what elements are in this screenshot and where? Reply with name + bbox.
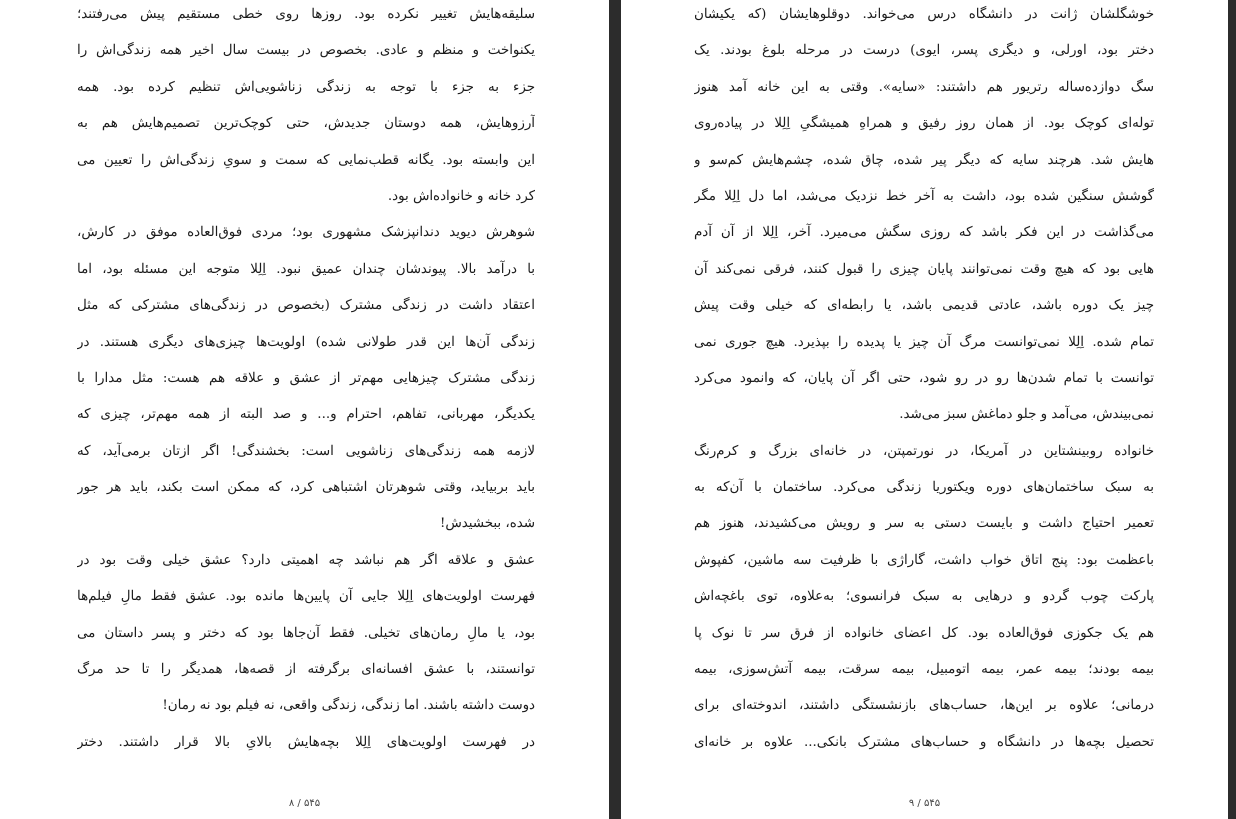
text-line: یکنواخت و منظم و عادی. بخصوص در بیست سال اخیر همه زندگی‌اش را — [77, 43, 535, 59]
text-line: هم یک جکوزی فوق‌العاده بود. کل اعضای خانواده از فرق سر تا نوک پا — [694, 625, 1154, 641]
left-page-number: ۵۴۵ / ۸ — [288, 798, 321, 809]
text-line: تعمیر احتیاج داشت و بایست دستی به سر و رویش می‌کشیدند، هنوز هم — [694, 516, 1154, 532]
text-line: دوست داشته باشند. اما زندگی، زندگی واقعی، نه فیلم بود نه رمان! — [162, 698, 535, 714]
text-line: عشق و علاقه اگر هم نباشد چه اهمیتی دارد؟ عشق خیلی وقت بود در — [77, 552, 535, 568]
right-page-number: ۵۴۵ / ۹ — [908, 798, 941, 809]
text-line: توانستند، با عشق افسانه‌ای برگرفته از قصه‌ها، همدیگر را تا حد مرگ — [77, 662, 535, 678]
text-line: می‌گذاشت در این فکر باشد که روزی سگش می‌میرد. آخر، اِلِلا از آن آدم — [694, 225, 1154, 241]
text-line: پارکت چوب گردو و درهایی به سبک فرانسوی؛ به‌علاوه، توی باغچه‌اش — [694, 589, 1154, 605]
right-page — [621, 0, 1228, 819]
text-line: باعظمت بود: پنج اتاق خواب داشت، گاراژی با ظرفیت سه ماشین، کفپوش — [694, 552, 1154, 568]
text-line: جزء به جزء با توجه به زندگی زناشویی‌اش تنظیم کرده بود. همه — [77, 79, 535, 95]
text-line: شده، ببخشیدش! — [440, 516, 535, 532]
text-line: آرزوهایش، همه دوستان جدیدش، حتی کوچک‌ترین تصمیم‌هایش هم به — [77, 116, 535, 132]
right-page-text — [694, 0, 1154, 761]
text-line: هایش شد. هرچند سایه که دیگر پیر شده، چاق شده، چشم‌هایش کم‌سو و — [694, 152, 1154, 168]
text-line: توله‌ای کوچک بود. از همان روز رفیق و همراهِ همیشگیِ اِلِلا در پیاده‌روی — [694, 116, 1154, 132]
text-line: بیمه بودند؛ بیمه عمر، بیمه اتومبیل، بیمه سرقت، بیمه آتش‌سوزی، بیمه — [694, 662, 1154, 678]
text-line: تمام شده. اِلِلا نمی‌توانست مرگ آن چیز یا پدیده را بپذیرد. هیچ جوری نمی — [694, 334, 1154, 350]
text-line: اعتقاد داشت در زندگی مشترک (بخصوص در زندگی‌های مشترکی که مثل — [77, 298, 535, 314]
text-line: گوشش سنگین شده بود، داشت به آخر خط نزدیک می‌شد، اما دل اِلِلا مگر — [694, 188, 1154, 204]
left-page-text — [77, 0, 535, 761]
text-line: زندگی آن‌ها این قدر طولانی شده) اولویت‌ها چیزی‌های دیگری هستند. در — [77, 334, 535, 350]
text-line: بود، یا مالِ رمان‌های تخیلی. فقط آن‌جاها بود که دختر و پسر داستان می — [77, 625, 535, 641]
text-line: با درآمد بالا. پیوندشان چندان عمیق نبود. اِلِلا متوجه این مسئله بود، اما — [77, 261, 535, 277]
text-line: سگ دوازده‌ساله رتریور هم داشتند: «سایه». وقتی به این خانه آمد هنوز — [694, 79, 1154, 95]
text-line: چیز یک دوره باشد، عادتی قدیمی باشد، یا رابطه‌ای که خیلی وقت پیش — [694, 298, 1154, 314]
text-line: به سبک ساختمان‌های دوره ویکتوریا زندگی می‌کرد. ساختمان با آن‌که به — [694, 480, 1154, 496]
text-line: این وابسته بود. یگانه قطب‌نمایی که سمت و سویِ زندگی‌اش را تعیین می — [77, 152, 535, 168]
text-line: یکدیگر، مهربانی، تفاهم، احترام و... و صد البته از همه مهم‌تر، چیزی که — [77, 407, 535, 423]
text-line: شوهرش دیوید دندانپزشک مشهوری بود؛ مردی فوق‌العاده موفق در کارش، — [77, 225, 535, 241]
text-line: در فهرست اولویت‌های اِلِلا بچه‌هایش بالایِ بالا قرار داشتند. دختر — [77, 734, 535, 750]
text-line: خانواده روبینشتاین در آمریکا، در نورتمپتن، در خانه‌ای بزرگ و کرم‌رنگ — [694, 443, 1154, 459]
text-line: درمانی؛ علاوه بر این‌ها، حساب‌های بازنشستگی داشتند، اندوخته‌ای برای — [694, 698, 1154, 714]
text-line: دختر بود، اورلی، و دیگری پسر، ایوی) درست در مرحله بلوغ بودند. یک — [694, 43, 1154, 59]
text-line: فهرست اولویت‌های اِلِلا جایی آن پایین‌ها مانده بود. عشق فقط مالِ فیلم‌ها — [77, 589, 535, 605]
text-line: نمی‌بیندش، می‌آمد و جلو دماغش سبز می‌شد. — [899, 407, 1154, 423]
text-line: زندگی مشترک چیزهایی مهم‌تر از عشق و علاقه هم هست: مثل مدارا با — [77, 370, 535, 386]
text-line: لازمه همه زندگی‌های زناشویی است: بخشندگی! اگر ازتان برمی‌آید، که — [77, 443, 535, 459]
text-line: سلیقه‌هایش تغییر نکرده بود. روزها روی خطی مستقیم پیش می‌رفتند؛ — [77, 7, 535, 22]
text-line: هایی بود که هیچ وقت نمی‌توانند پایان چیزی را قبول کنند، فرقی نمی‌کند آن — [694, 261, 1154, 277]
text-line: کرد خانه و خانواده‌اش بود. — [387, 188, 535, 204]
text-line: توانست با تمام شدن‌ها رو در رو شود، حتی اگر آن پایان، که وانمود می‌کرد — [694, 370, 1154, 386]
text-line: باید بربیاید، وقتی شوهرتان اشتباهی کرد، که ممکن است بکند، باید هر جور — [77, 480, 535, 496]
text-line: تحصیل بچه‌ها در دانشگاه و حساب‌های مشترک بانکی... علاوه بر خانه‌ای — [694, 734, 1154, 750]
text-line: خوشگلشان ژانت در دانشگاه درس می‌خواند. دوقلوهایشان (که یکیشان — [694, 7, 1154, 22]
left-page — [0, 0, 609, 819]
